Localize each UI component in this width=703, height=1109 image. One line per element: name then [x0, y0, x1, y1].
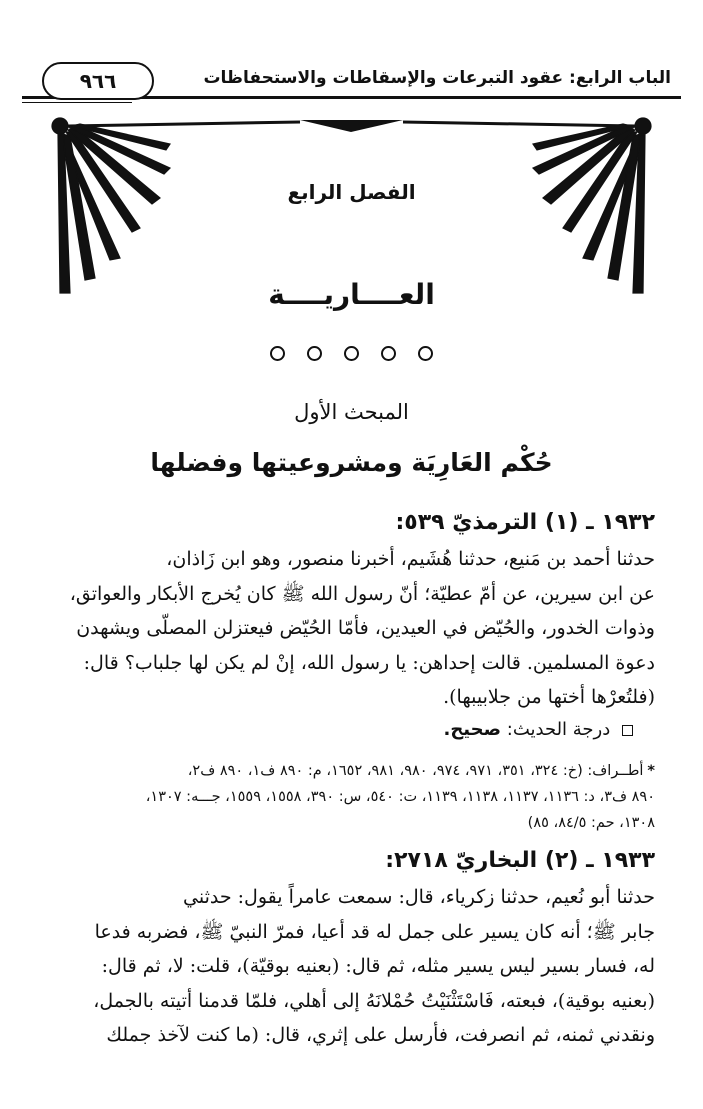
hadith-references [48, 758, 655, 836]
header-rule-thin [22, 102, 132, 103]
grade-label: درجة الحديث: [506, 719, 611, 740]
hadith-text [48, 880, 655, 1053]
ornament-left-fan [52, 118, 300, 293]
text-line: ونقدني ثمنه، ثم انصرفت، فأرسل على إثري، قال: (ما كنت لآخذ جملك [106, 1024, 655, 1046]
page-number-badge [42, 62, 154, 100]
text-line: وذوات الخدور، والحُيّض في العيدين، فأمّا الحُيّض فيعتزلن المصلّى ويشهدن [76, 617, 655, 639]
running-title: الباب الرابع: عقود التبرعات والإسقاطات والاستحفاظات [203, 68, 671, 88]
grade-box-icon [622, 725, 633, 736]
hadith-heading: ١٩٣٢ ـ (١) الترمذيّ ٥٣٩: [395, 510, 655, 535]
chapter-label: الفصل الرابع [287, 180, 416, 204]
refs-line [48, 758, 655, 784]
hadith-grade [443, 719, 633, 740]
text-line: دعوة المسلمين. قالت إحداهن: يا رسول الله، إنْ لم يكن لها جلباب؟ قال: [83, 651, 655, 674]
separator-circle [307, 346, 322, 361]
text-line: جابر ﷺ؛ أنه كان يسير على جمل له قد أعيا، فمرّ النبيّ ﷺ، فضربه فدعا [94, 920, 655, 943]
text-line: (بعنيه بوقية)، فبعته، فَاسْتَثْنَيْتُ حُمْلانَهُ إلى أهلي، فلمّا قدمنا أتيته بالجمل، [93, 989, 655, 1012]
text-line: له، فسار بسير ليس يسير مثله، ثم قال: (بعنيه بوقيّة)، قلت: لا، ثم قال: [101, 955, 655, 977]
page-header [22, 62, 681, 108]
grade-value: صحيح. [443, 719, 502, 740]
hadith-heading: ١٩٣٣ ـ (٢) البخاريّ ٢٧١٨: [385, 848, 655, 873]
text-line: عن ابن سيرين، عن أمّ عطيّة؛ أنّ رسول الله ﷺ كان يُخرج الأبكار والعواتق، [69, 582, 655, 605]
separator-circle [270, 346, 285, 361]
ornament-right-fan [403, 118, 651, 293]
text-line: حدثنا أحمد بن مَنيع، حدثنا هُشَيم، أخبرنا منصور، وهو ابن زَاذان، [166, 548, 655, 570]
page-number: ٩٦٦ [79, 69, 117, 93]
hadith-text [48, 542, 655, 715]
section-title: حُكْم العَارِيَة ومشروعيتها وفضلها [150, 448, 553, 477]
ornament-center [300, 120, 403, 132]
chapter-title: العــــاريــــة [268, 278, 435, 311]
separator-circles [0, 346, 703, 361]
separator-circle [418, 346, 433, 361]
text-line: (فلتُعرْها أختها من جلابيبها). [443, 686, 655, 708]
separator-circle [381, 346, 396, 361]
section-label: المبحث الأول [294, 400, 409, 424]
refs-line: ٨٩٠ ف٣، د: ١١٣٦، ١١٣٧، ١١٣٨، ١١٣٩، ت: ٥٤٠، س: ٣٩٠، ١٥٥٨، ١٥٥٩، جـــه: ١٣٠٧، [145, 789, 655, 805]
refs-star: * [647, 763, 655, 779]
refs-text: أطــراف: (خ: ٣٢٤، ٣٥١، ٩٧١، ٩٧٤، ٩٨٠، ٩٨١، ١٦٥٢، م: ٨٩٠ ف١، ٨٩٠ ف٢، [187, 763, 644, 779]
refs-line: ١٣٠٨، حم: ٨٤/٥، ٨٥) [527, 815, 655, 831]
text-line: حدثنا أبو نُعيم، حدثنا زكرياء، قال: سمعت عامراً يقول: حدثني [183, 886, 655, 908]
separator-circle [344, 346, 359, 361]
